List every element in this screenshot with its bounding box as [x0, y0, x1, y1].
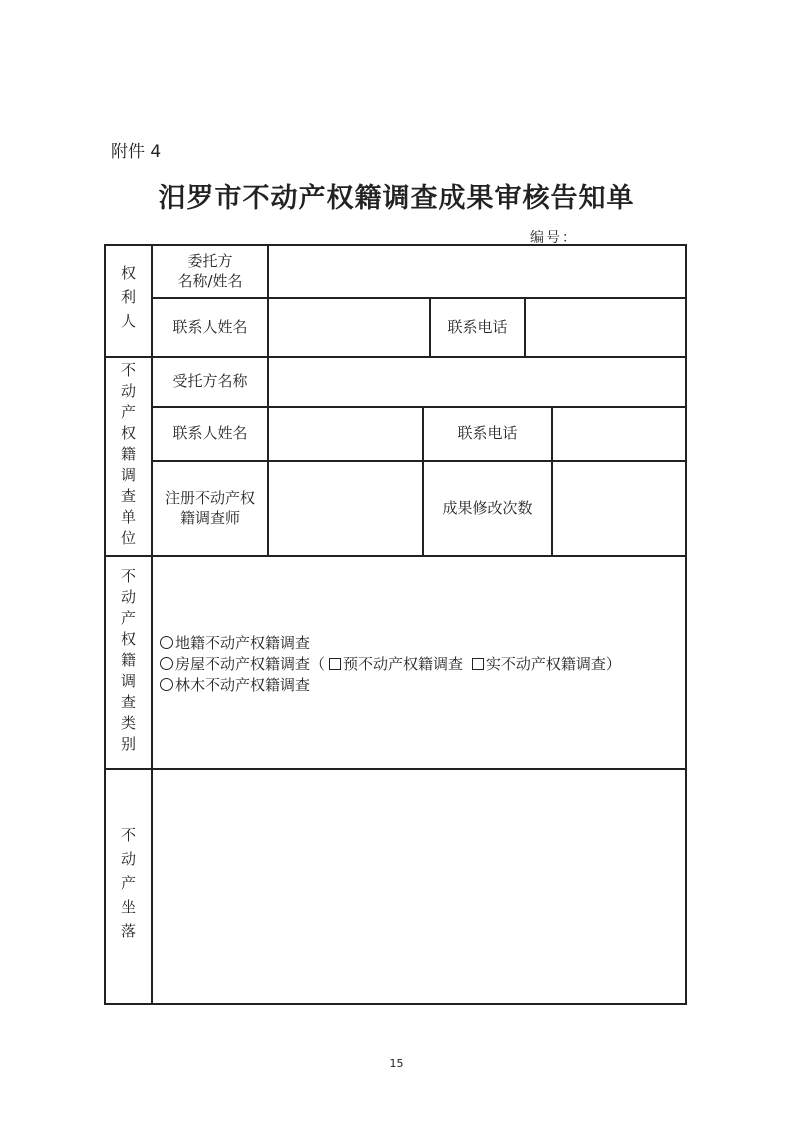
section-divider: [104, 555, 686, 557]
revision-count-field[interactable]: [553, 462, 685, 555]
checkbox-icon[interactable]: [472, 658, 484, 670]
table-border-bottom: [104, 1003, 686, 1005]
unit-contact-phone-label: 联系电话: [457, 424, 518, 443]
section-label-survey-type: 不动产权籍调查类别: [119, 568, 137, 757]
radio-icon[interactable]: [160, 636, 173, 649]
option-forest-survey[interactable]: 林木不动产权籍调查: [160, 675, 621, 696]
unit-contact-name-field[interactable]: [269, 408, 422, 460]
survey-type-options: [160, 633, 621, 696]
holder-contact-phone-label: 联系电话: [447, 317, 508, 336]
holder-contact-name-field[interactable]: [269, 299, 429, 356]
client-name-label: 委托方 名称/姓名: [177, 252, 243, 290]
client-name-field[interactable]: [269, 246, 685, 297]
surveyor-label: 注册不动产权 籍调查师: [164, 489, 255, 527]
section-label-rights-holder: 权利人: [119, 265, 137, 337]
trustee-name-field[interactable]: [269, 358, 685, 406]
unit-contact-phone-field[interactable]: [553, 408, 685, 460]
holder-contact-name-label: 联系人姓名: [172, 317, 248, 336]
radio-icon[interactable]: [160, 657, 173, 670]
attachment-label: 附件 4: [111, 142, 162, 162]
holder-contact-phone-field[interactable]: [526, 299, 685, 356]
radio-icon[interactable]: [160, 678, 173, 691]
surveyor-field[interactable]: [269, 462, 422, 555]
location-field[interactable]: [153, 770, 685, 1003]
section-label-survey-unit: 不动产权籍调查单位: [119, 362, 137, 551]
page-number: 15: [389, 1057, 404, 1070]
revision-count-label: 成果修改次数: [442, 498, 533, 517]
checkbox-icon[interactable]: [329, 658, 341, 670]
option-house-survey[interactable]: 房屋不动产权籍调查（ 预不动产权籍调查 实不动产权籍调查）: [160, 654, 621, 675]
option-land-survey[interactable]: 地籍不动产权籍调查: [160, 633, 621, 654]
table-border-right: [685, 244, 687, 1005]
serial-number-label: 编号：: [530, 230, 578, 246]
page-title: 汨罗市不动产权籍调查成果审核告知单: [158, 183, 635, 214]
trustee-name-label: 受托方名称: [172, 372, 248, 391]
section-label-location: 不动产坐落: [119, 826, 137, 947]
unit-contact-name-label: 联系人姓名: [172, 424, 248, 443]
